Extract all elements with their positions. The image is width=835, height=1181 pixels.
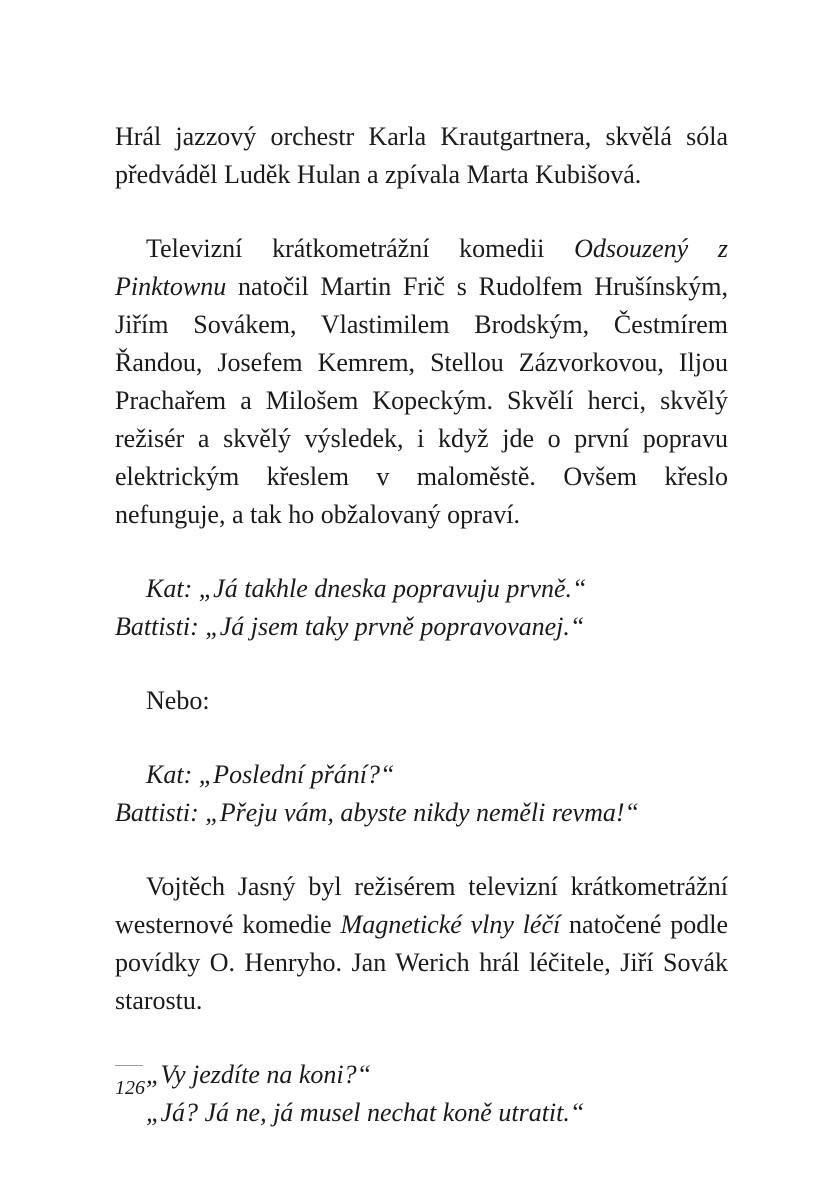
dialog-line-kat: Kat: „Poslední přání?“ xyxy=(146,760,395,789)
paragraph-pinktown xyxy=(115,230,728,534)
paragraph-pinktown-body: natočil Martin Frič s Rudolfem Hrušínským, Jiřím Sovákem, Vlastimilem Brodským, Čestmírem Řandou, Josefem Kemrem, Stellou Zázvorkovou, Iljou Prachařem a Milošem Kopeckým. Skvělí herci, skvělý režisér a skvělý výsledek, i když jde o první popravu elektrickým křeslem v maloměstě. Ovšem křeslo nefunguje, a tak ho obžalovaný opraví. xyxy=(115,272,728,529)
paragraph-jasny xyxy=(115,868,728,1020)
page-number: 126 xyxy=(115,1077,145,1099)
dialog-line-battisti: Battisti: „Přeju vám, abyste nikdy neměli revma!“ xyxy=(115,798,639,827)
dialog-executioner xyxy=(115,570,728,646)
paragraph-jasny-intro: Vojtěch Jasný byl režisérem televizní krátkometrážní westernové komedie xyxy=(115,872,728,939)
dialog-horse xyxy=(115,1056,728,1132)
dialog-line-battisti: Battisti: „Já jsem taky prvně popravovanej.“ xyxy=(115,612,585,641)
paragraph-jasny-body: natočené podle povídky O. Henryho. Jan Werich hrál léčitele, Jiří Sovák starostu. xyxy=(115,910,728,1015)
dialog-line-question: „Vy jezdíte na koni?“ xyxy=(146,1060,372,1089)
film-title-magnetic-waves: Magnetické vlny léčí xyxy=(340,910,561,939)
dialog-line-kat: Kat: „Já takhle dneska popravuju prvně.“ xyxy=(146,574,587,603)
paragraph-pinktown-intro: Televizní krátkometrážní komedii xyxy=(146,234,575,263)
footer-rule xyxy=(115,1065,143,1066)
dialog-last-wish xyxy=(115,756,728,832)
paragraph-orchestra: Hrál jazzový orchestr Karla Krautgartnera, skvělá sóla předváděl Luděk Hulan a zpívala Marta Kubišová. xyxy=(115,122,728,189)
paragraph-nebo: Nebo: xyxy=(146,686,210,715)
dialog-line-answer: „Já? Já ne, já musel nechat koně utratit.“ xyxy=(146,1098,585,1127)
page-body xyxy=(115,118,728,1132)
film-title-pinktown: Odsouzený z Pinktownu xyxy=(115,234,728,301)
